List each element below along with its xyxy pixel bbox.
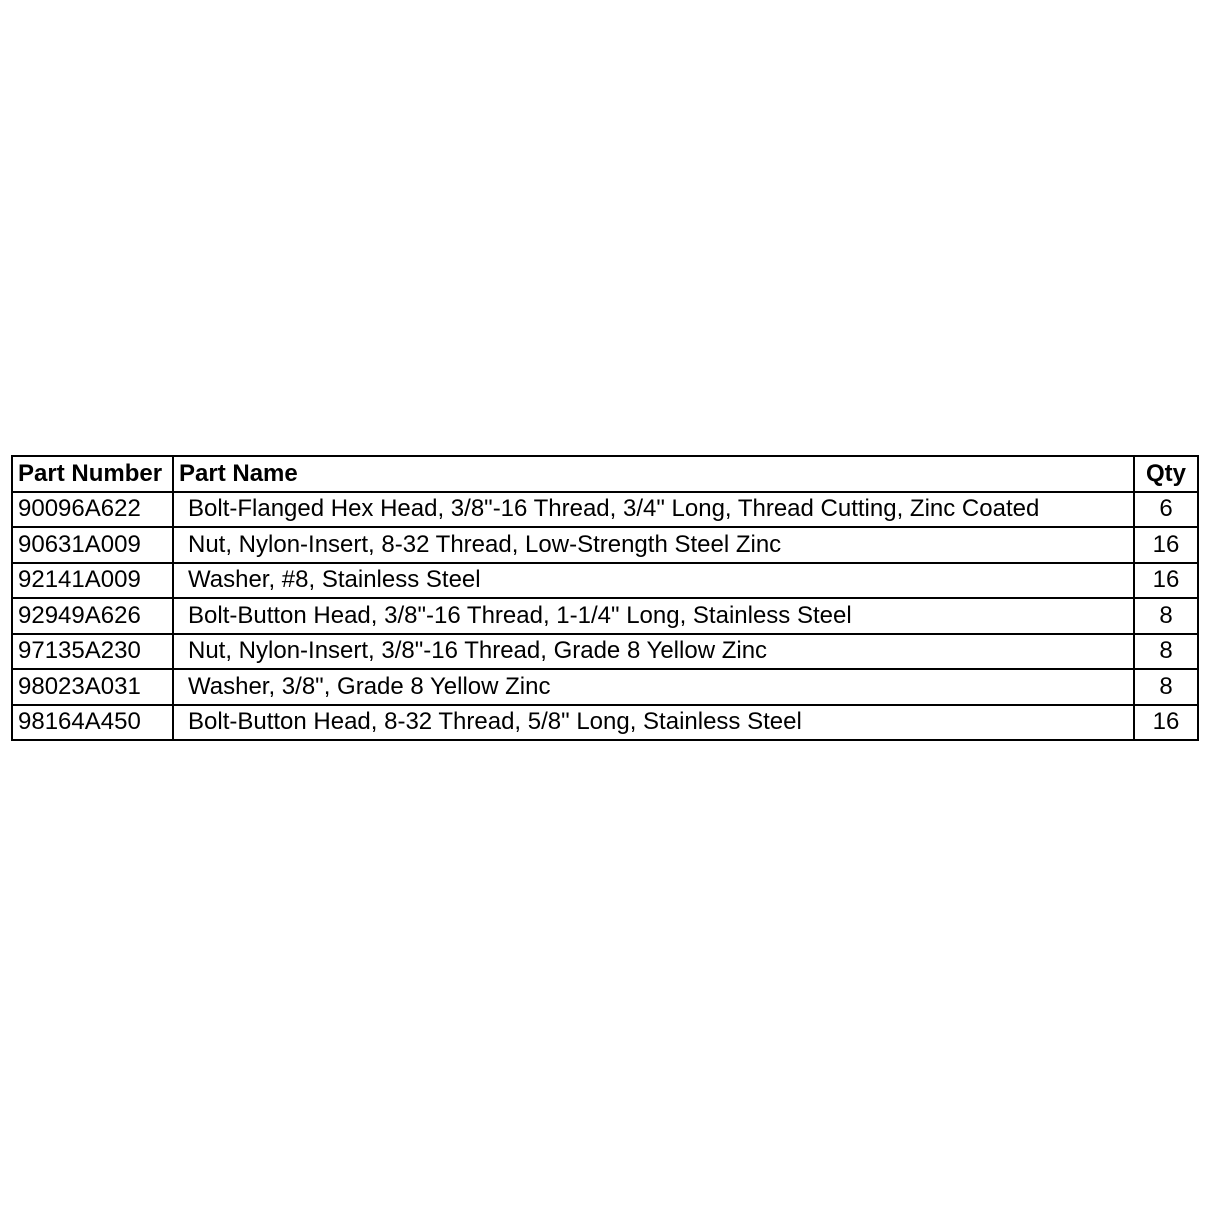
parts-table	[11, 455, 1199, 741]
cell-part-number: 97135A230	[12, 634, 173, 670]
cell-part-number: 92949A626	[12, 598, 173, 634]
cell-part-number: 90096A622	[12, 492, 173, 528]
cell-part-name: Washer, 3/8", Grade 8 Yellow Zinc	[173, 669, 1134, 705]
table-row	[12, 705, 1198, 741]
table-row	[12, 598, 1198, 634]
cell-qty: 6	[1134, 492, 1198, 528]
cell-part-number: 90631A009	[12, 527, 173, 563]
cell-qty: 8	[1134, 669, 1198, 705]
cell-part-number: 98164A450	[12, 705, 173, 741]
cell-part-name: Washer, #8, Stainless Steel	[173, 563, 1134, 599]
table-row	[12, 563, 1198, 599]
table-row	[12, 492, 1198, 528]
table-row	[12, 669, 1198, 705]
cell-part-name: Bolt-Flanged Hex Head, 3/8"-16 Thread, 3/4" Long, Thread Cutting, Zinc Coated	[173, 492, 1134, 528]
cell-part-name: Nut, Nylon-Insert, 8-32 Thread, Low-Strength Steel Zinc	[173, 527, 1134, 563]
table-header-row	[12, 456, 1198, 492]
table-row	[12, 527, 1198, 563]
cell-qty: 16	[1134, 563, 1198, 599]
table-row	[12, 634, 1198, 670]
header-part-name: Part Name	[173, 456, 1134, 492]
cell-qty: 8	[1134, 634, 1198, 670]
cell-qty: 16	[1134, 705, 1198, 741]
header-qty: Qty	[1134, 456, 1198, 492]
cell-part-name: Nut, Nylon-Insert, 3/8"-16 Thread, Grade 8 Yellow Zinc	[173, 634, 1134, 670]
cell-part-number: 98023A031	[12, 669, 173, 705]
cell-part-number: 92141A009	[12, 563, 173, 599]
cell-part-name: Bolt-Button Head, 3/8"-16 Thread, 1-1/4" Long, Stainless Steel	[173, 598, 1134, 634]
cell-part-name: Bolt-Button Head, 8-32 Thread, 5/8" Long, Stainless Steel	[173, 705, 1134, 741]
header-part-number: Part Number	[12, 456, 173, 492]
cell-qty: 16	[1134, 527, 1198, 563]
cell-qty: 8	[1134, 598, 1198, 634]
